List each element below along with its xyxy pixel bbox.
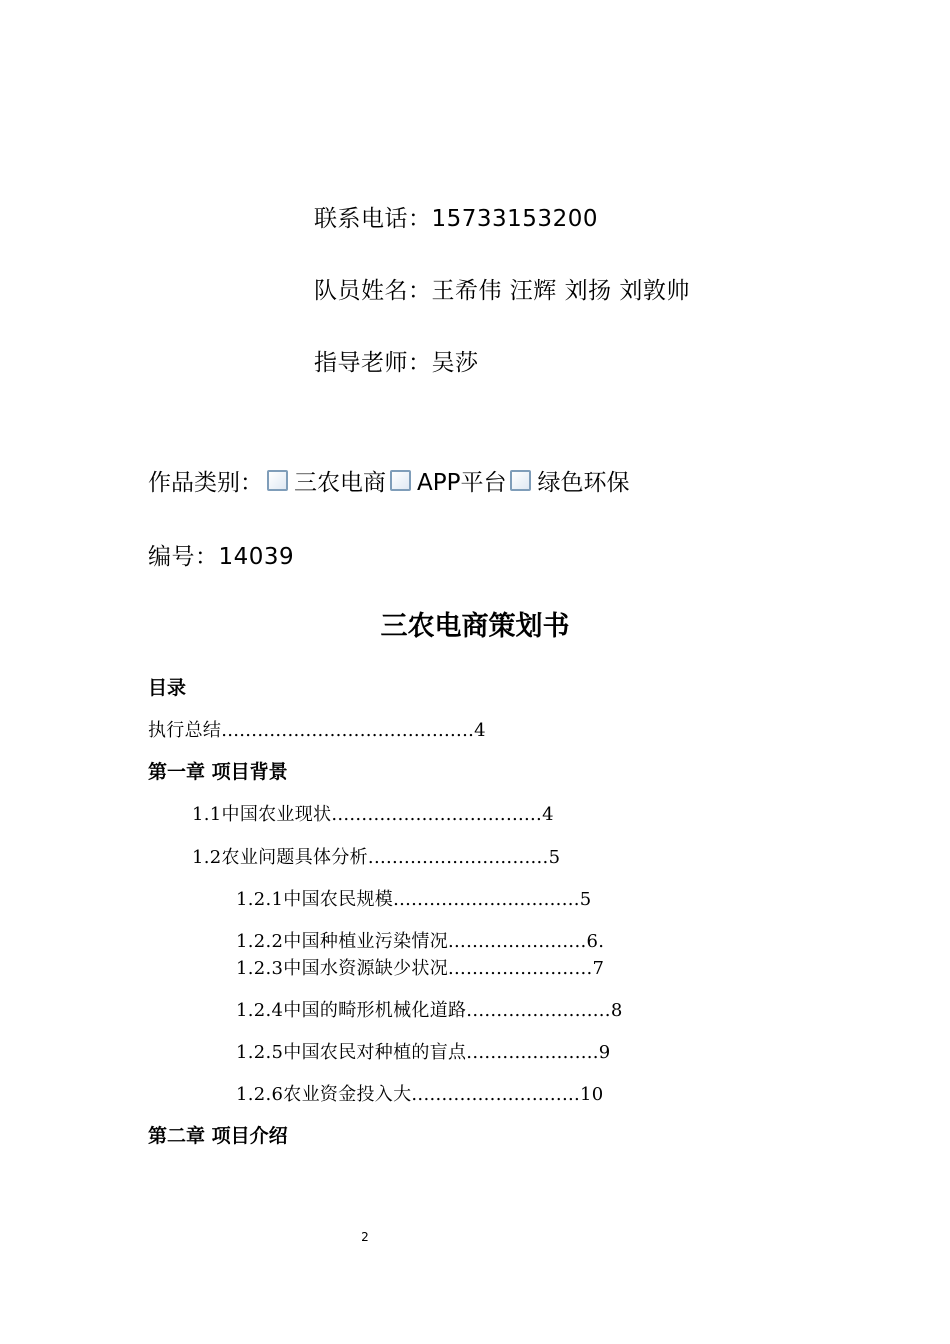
page-number: 2	[361, 1230, 369, 1244]
contact-phone: 联系电话：15733153200	[314, 206, 598, 232]
toc-1-2-1[interactable]: 1.2.1中国农民规模...............................5	[236, 889, 592, 910]
work-category	[148, 464, 629, 497]
option-green-env: 绿色环保	[537, 470, 630, 496]
toc-1-1[interactable]: 1.1中国农业现状...................................4	[192, 804, 554, 825]
team-members: 队员姓名：王希伟 汪辉 刘扬 刘敦帅	[314, 278, 690, 304]
advisor: 指导老师：吴莎	[314, 350, 479, 376]
serial-number: 编号：14039	[148, 544, 295, 570]
toc-1-2-4[interactable]: 1.2.4中国的畸形机械化道路........................8	[236, 1000, 623, 1021]
checkbox-app-platform[interactable]	[390, 470, 411, 491]
option-app-platform: APP平台	[417, 470, 507, 496]
option-agri-ecommerce: 三农电商	[294, 470, 386, 496]
toc-1-2-6[interactable]: 1.2.6农业资金投入大............................10	[236, 1084, 604, 1105]
toc-exec-summary[interactable]: 执行总结..........................................4	[148, 720, 486, 741]
toc-chapter-2[interactable]: 第二章 项目介绍	[148, 1125, 288, 1147]
toc-1-2-3[interactable]: 1.2.3中国水资源缺少状况........................7	[236, 958, 605, 979]
toc-1-2-5[interactable]: 1.2.5中国农民对种植的盲点......................9	[236, 1042, 611, 1063]
checkbox-green-env[interactable]	[510, 470, 531, 491]
toc-chapter-1[interactable]: 第一章 项目背景	[148, 761, 288, 783]
toc-1-2-2[interactable]: 1.2.2中国种植业污染情况.......................6.	[236, 931, 605, 952]
toc-heading: 目录	[148, 677, 187, 699]
document-title: 三农电商策划书	[380, 611, 570, 642]
toc-1-2[interactable]: 1.2农业问题具体分析..............................5	[192, 847, 561, 868]
category-label: 作品类别：	[148, 470, 263, 496]
checkbox-agri-ecommerce[interactable]	[267, 470, 288, 491]
